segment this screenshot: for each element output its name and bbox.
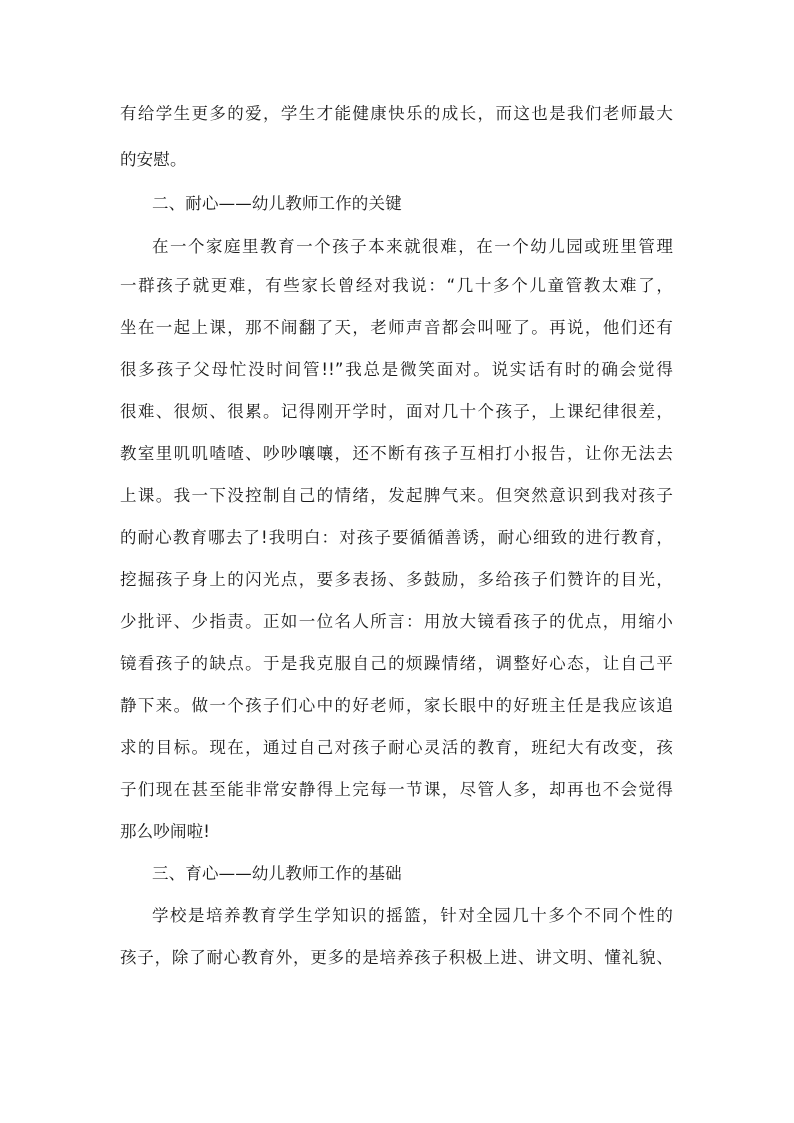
text-line: 有给学生更多的爱，学生才能健康快乐的成长，而这也是我们老师最大 — [120, 104, 673, 123]
text-line: 镜看孩子的缺点。于是我克服自己的烦躁情绪，调整好心态，让自己平 — [120, 654, 673, 673]
text-line: 孩子，除了耐心教育外，更多的是培养孩子积极上进、讲文明、懂礼貌、 — [120, 948, 673, 967]
text-line: 少批评、少指责。正如一位名人所言：用放大镜看孩子的优点，用缩小 — [120, 612, 673, 631]
text-line: 一群孩子就更难，有些家长曾经对我说：“几十多个儿童管教太难了， — [120, 276, 673, 295]
text-line: 很难、很烦、很累。记得刚开学时，面对几十个孩子，上课纪律很差， — [120, 402, 673, 421]
text-line: 在一个家庭里教育一个孩子本来就很难，在一个幼儿园或班里管理 — [152, 237, 673, 256]
text-line: 子们现在甚至能非常安静得上完每一节课，尽管人多，却再也不会觉得 — [120, 780, 673, 799]
text-line: 的安慰。 — [120, 150, 187, 169]
text-line: 挖掘孩子身上的闪光点，要多表扬、多鼓励，多给孩子们赞许的目光， — [120, 570, 673, 589]
text-line: 求的目标。现在，通过自己对孩子耐心灵活的教育，班纪大有改变，孩 — [120, 738, 673, 757]
text-line: 学校是培养教育学生学知识的摇篮，针对全园几十多个不同个性的 — [152, 906, 673, 925]
text-line: 静下来。做一个孩子们心中的好老师，家长眼中的好班主任是我应该追 — [120, 696, 673, 715]
text-line: 上课。我一下没控制自己的情绪，发起脾气来。但突然意识到我对孩子 — [120, 486, 673, 505]
text-line: 教室里叽叽喳喳、吵吵嚷嚷，还不断有孩子互相打小报告，让你无法去 — [120, 444, 673, 463]
section-heading: 三、育心——幼儿教师工作的基础 — [152, 864, 402, 883]
text-line: 很多孩子父母忙没时间管!!”我总是微笑面对。说实话有时的确会觉得 — [120, 360, 673, 379]
text-line: 那么吵闹啦! — [120, 822, 211, 841]
section-heading: 二、耐心——幼儿教师工作的关键 — [152, 194, 402, 213]
text-line: 的耐心教育哪去了!我明白：对孩子要循循善诱，耐心细致的进行教育， — [120, 528, 673, 547]
text-line: 坐在一起上课，那不闹翻了天，老师声音都会叫哑了。再说，他们还有 — [120, 318, 673, 337]
